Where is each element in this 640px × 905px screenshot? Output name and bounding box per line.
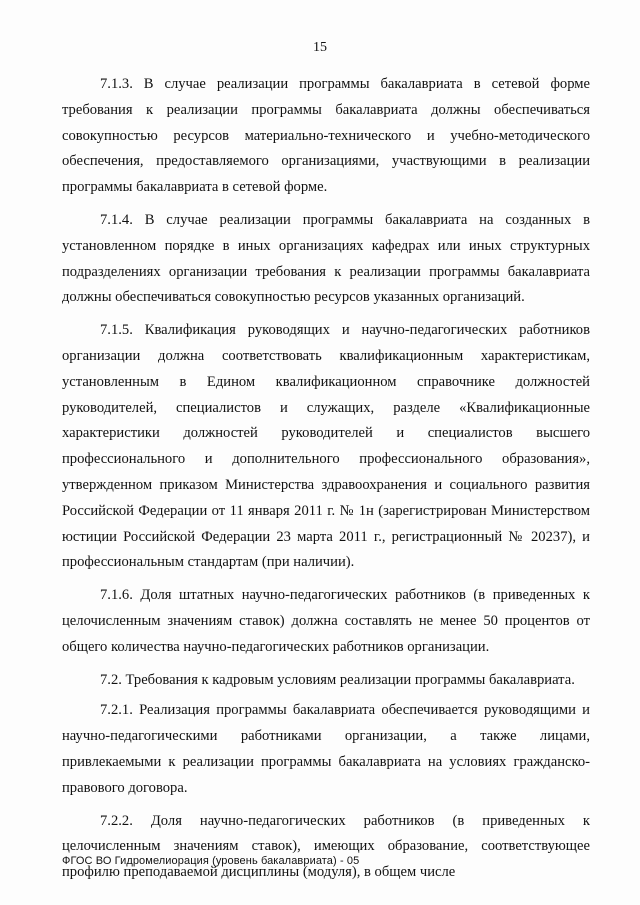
page-number: 15 — [313, 40, 327, 55]
paragraph-7-1-5: 7.1.5. Квалификация руководящих и научно-педагогических работников организации должна соответствовать квалификационным характеристикам, установленным в Едином квалификационном справочнике должностей руководителей, специалистов и служащих, разделе «Квалификационные характеристики должностей руководителей и специалистов высшего профессионального и дополнительного профессионального образования», утвержденном приказом Министерства здравоохранения и социального развития Российской Федерации от 11 января 2011 г. № 1н (зарегистрирован Министерством юстиции Российской Федерации 23 марта 2011 г., регистрационный № 20237), и профессиональным стандартам (при наличии). — [62, 322, 590, 571]
paragraph-7-2: 7.2. Требования к кадровым условиям реализации программы бакалавриата. — [100, 671, 575, 688]
document-footer: ФГОС ВО Гидромелиорация (уровень бакалавриата) - 05 — [62, 855, 360, 867]
paragraph-7-2-1: 7.2.1. Реализация программы бакалавриата обеспечивается руководящими и научно-педагогическими работниками организации, а также лицами, привлекаемыми к реализации программы бакалавриата на условиях гражданско-правового договора. — [62, 702, 590, 796]
paragraph-7-2-2: 7.2.2. Доля научно-педагогических работников (в приведенных к целочисленным значениям ставок), имеющих образование, соответствующее профилю преподаваемой дисциплины (модуля), в общем числе — [62, 812, 590, 881]
paragraph-7-1-4: 7.1.4. В случае реализации программы бакалавриата на созданных в установленном порядке в иных организациях кафедрах или иных структурных подразделениях организации требования к реализации программы бакалавриата должны обеспечиваться совокупностью ресурсов указанных организаций. — [62, 211, 590, 306]
document-body — [62, 72, 590, 893]
paragraph-7-1-6: 7.1.6. Доля штатных научно-педагогических работников (в приведенных к целочисленным значениям ставок) должна составлять не менее 50 процентов от общего количества научно-педагогических работников организации. — [62, 587, 590, 655]
paragraph-7-1-3: 7.1.3. В случае реализации программы бакалавриата в сетевой форме требования к реализации программы бакалавриата должны обеспечиваться совокупностью ресурсов материально-технического и учебно-методического обеспечения, предоставляемого организациями, участвующими в реализации программы бакалавриата в сетевой форме. — [62, 76, 590, 196]
